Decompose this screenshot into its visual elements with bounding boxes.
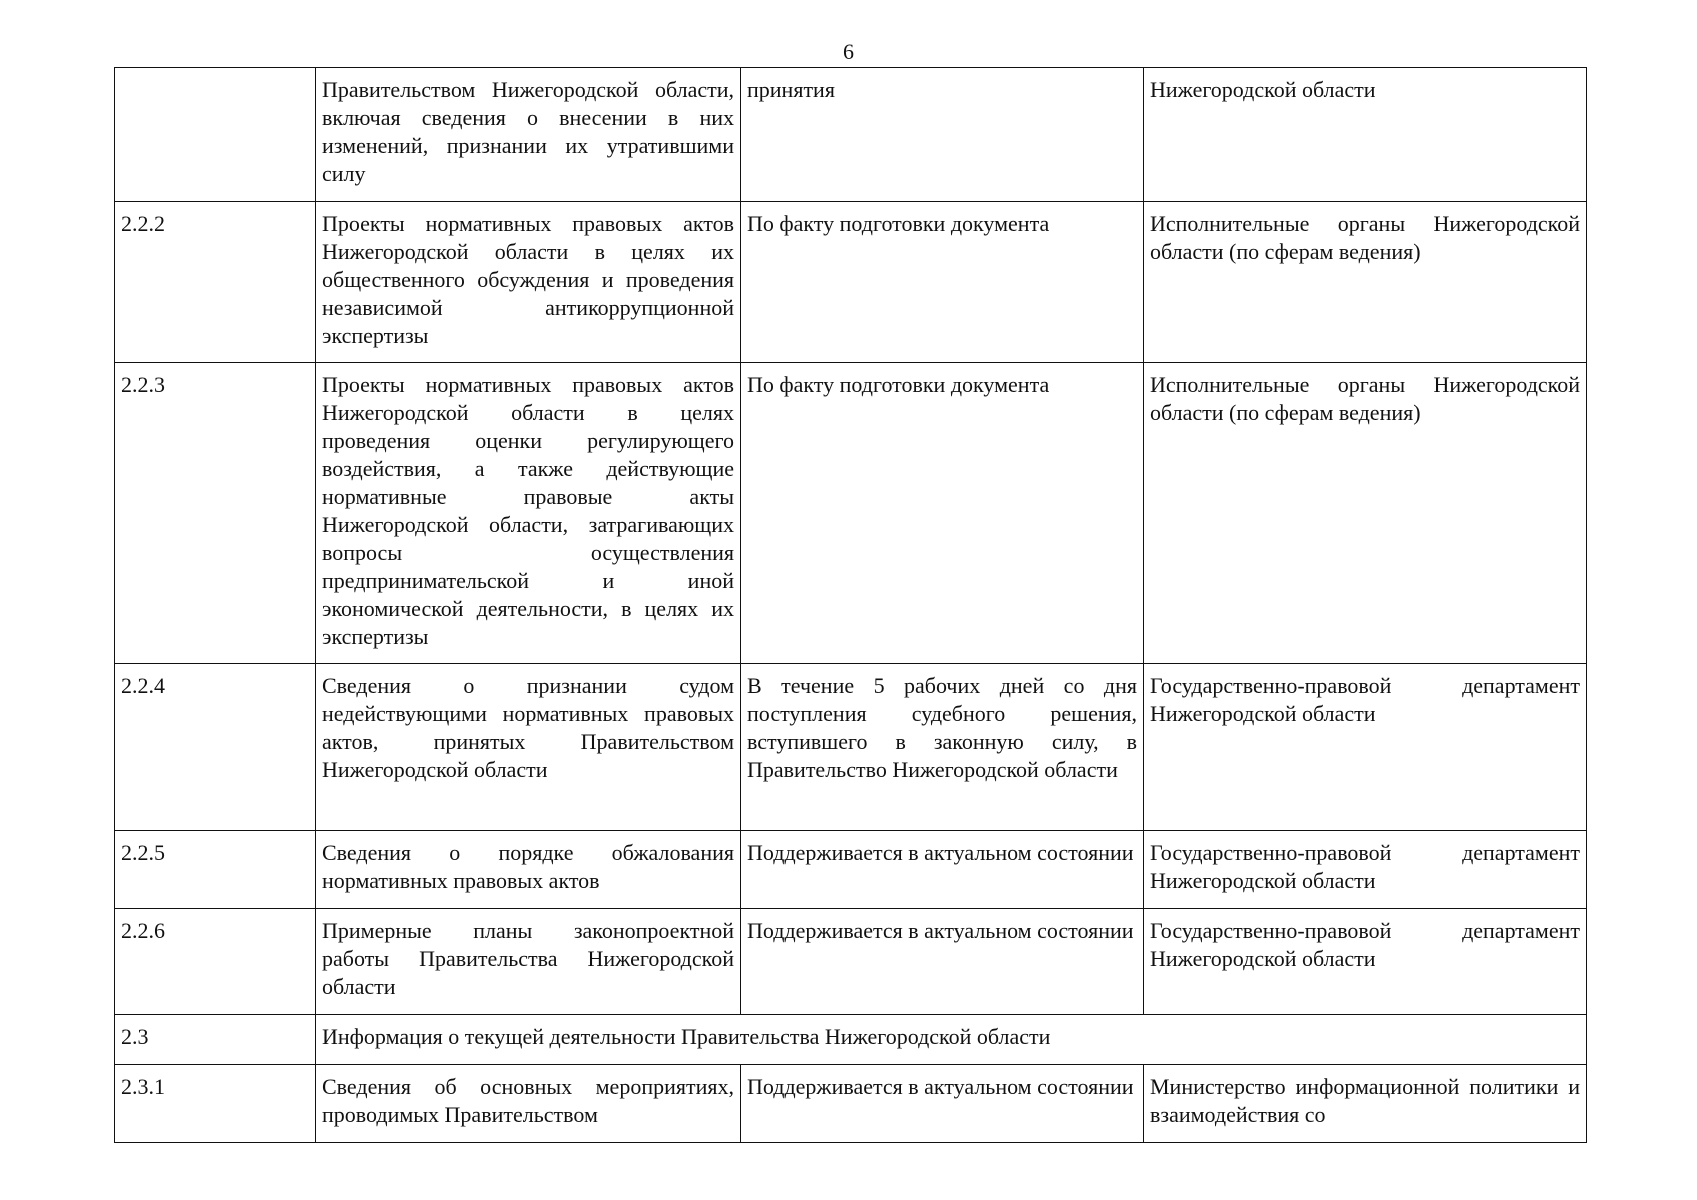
table-row [115,68,1587,202]
table-row [115,664,1587,831]
table-row [115,1065,1587,1143]
section-number: 2.3 [115,1015,316,1065]
section-title: Информация о текущей деятельности Правительства Нижегородской области [316,1015,1587,1065]
row-title: Сведения об основных мероприятиях, проводимых Правительством [316,1065,741,1143]
row-number: 2.2.2 [115,202,316,363]
row-term: Поддерживается в актуальном состоянии [741,1065,1144,1143]
row-responsible: Государственно-правовой департамент Нижегородской области [1144,664,1587,831]
section-row [115,1015,1587,1065]
table-row [115,363,1587,664]
row-responsible: Исполнительные органы Нижегородской области (по сферам ведения) [1144,202,1587,363]
row-title: Проекты нормативных правовых актов Нижегородской области в целях их общественного обсуждения и проведения независимой антикоррупционной экспертизы [316,202,741,363]
row-term: По факту подготовки документа [741,363,1144,664]
row-responsible: Государственно-правовой департамент Нижегородской области [1144,831,1587,909]
row-number: 2.2.6 [115,909,316,1015]
row-number: 2.3.1 [115,1065,316,1143]
information-table [114,67,1587,1143]
row-title: Правительством Нижегородской области, включая сведения о внесении в них изменений, признании их утратившими силу [316,68,741,202]
table-row [115,202,1587,363]
row-responsible: Исполнительные органы Нижегородской области (по сферам ведения) [1144,363,1587,664]
page-number: 6 [843,39,854,64]
row-title: Сведения о порядке обжалования нормативных правовых актов [316,831,741,909]
table-row [115,831,1587,909]
row-number: 2.2.5 [115,831,316,909]
row-responsible: Министерство информационной политики и взаимодействия со [1144,1065,1587,1143]
table-row [115,909,1587,1015]
row-title: Сведения о признании судом недействующими нормативных правовых актов, принятых Правительством Нижегородской области [316,664,741,831]
row-responsible: Государственно-правовой департамент Нижегородской области [1144,909,1587,1015]
row-term: В течение 5 рабочих дней со дня поступления судебного решения, вступившего в законную силу, в Правительство Нижегородской области [741,664,1144,831]
row-term: Поддерживается в актуальном состоянии [741,831,1144,909]
row-term: принятия [741,68,1144,202]
row-number: 2.2.4 [115,664,316,831]
row-term: Поддерживается в актуальном состоянии [741,909,1144,1015]
row-number [115,68,316,202]
row-title: Проекты нормативных правовых актов Нижегородской области в целях проведения оценки регулирующего воздействия, а также действующие нормативные правовые акты Нижегородской области, затрагивающих вопросы осуществления предпринимательской и иной экономической деятельности, в целях их экспертизы [316,363,741,664]
row-number: 2.2.3 [115,363,316,664]
row-term: По факту подготовки документа [741,202,1144,363]
row-title: Примерные планы законопроектной работы Правительства Нижегородской области [316,909,741,1015]
row-responsible: Нижегородской области [1144,68,1587,202]
